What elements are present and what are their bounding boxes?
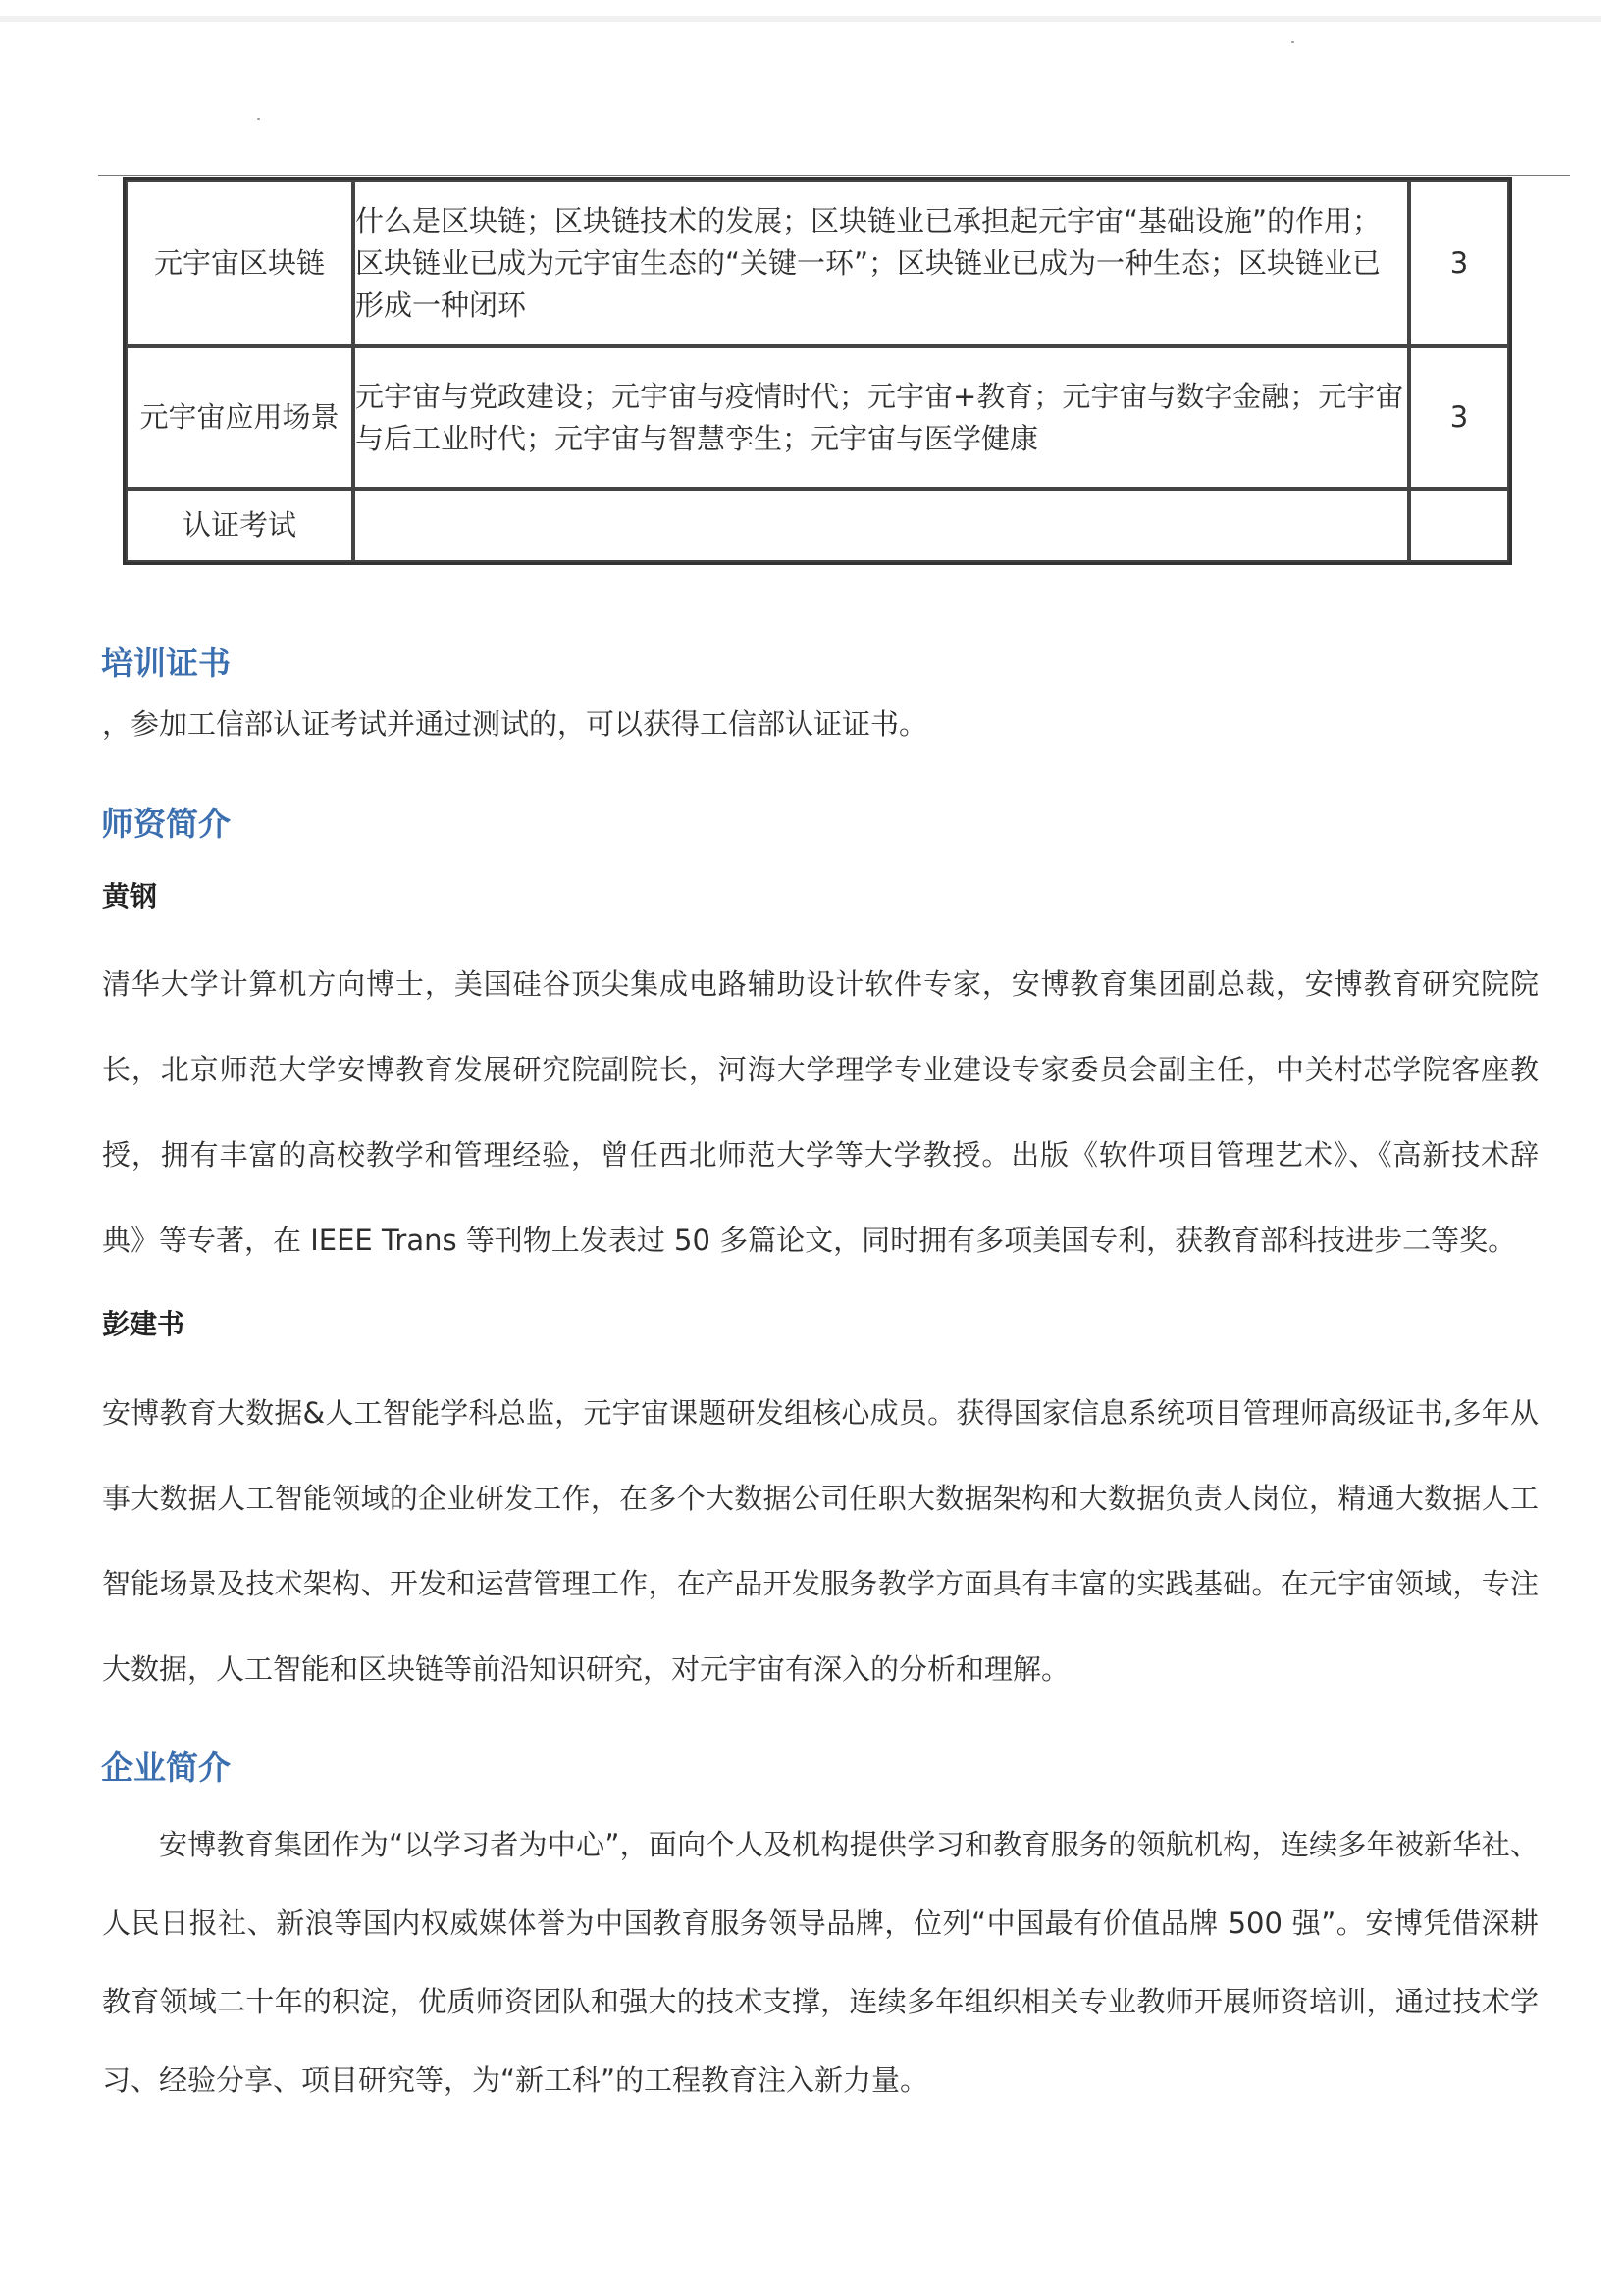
module-hours [1409,489,1509,562]
module-hours: 3 [1409,346,1509,489]
table-row [126,180,1509,346]
module-name: 认证考试 [126,489,353,562]
teacher-bio: 清华大学计算机方向博士，美国硅谷顶尖集成电路辅助设计软件专家，安博教育集团副总裁，安博教育研究院院长，北京师范大学安博教育发展研究院副院长，河海大学理学专业建设专家委员会副主任，中关村芯学院客座教授，拥有丰富的高校教学和管理经验，曾任西北师范大学等大学教授。出版《软件项目管理艺术》、《高新技术辞典》等专著，在 IEEE Trans 等刊物上发表过 50 多篇论文，同时拥有多项美国专利，获教育部科技进步二等奖。 [102,967,1539,1257]
module-name: 元宇宙区块链 [126,180,353,346]
scan-edge [0,16,1601,22]
table-row [126,346,1509,489]
scan-speck [1291,41,1294,43]
table-row [126,489,1509,562]
module-content: 什么是区块链；区块链技术的发展；区块链业已承担起元宇宙“基础设施”的作用；区块链业已成为元宇宙生态的“关键一环”；区块链业已成为一种生态；区块链业已形成一种闭环 [353,180,1409,346]
module-name: 元宇宙应用场景 [126,346,353,489]
company-text: 安博教育集团作为“以学习者为中心”，面向个人及机构提供学习和教育服务的领航机构，连续多年被新华社、人民日报社、新浪等国内权威媒体誉为中国教育服务领导品牌，位列“中国最有价值品牌 500 强”。安博凭借深耕教育领域二十年的积淀，优质师资团队和强大的技术支撑，连续多年组织相关专业教师开展师资培训，通过技术学习、经验分享、项目研究等，为“新工科”的工程教育注入新力量。 [102,1828,1539,2097]
faculty-heading: 师资简介 [101,805,231,843]
teacher-name: 彭建书 [102,1308,185,1340]
module-hours: 3 [1409,180,1509,346]
certificate-text: ，参加工信部认证考试并通过测试的，可以获得工信部认证证书。 [102,707,928,741]
course-table [123,177,1512,565]
teacher-bio: 安博教育大数据&人工智能学科总监，元宇宙课题研发组核心成员。获得国家信息系统项目管理师高级证书,多年从事大数据人工智能领域的企业研发工作，在多个大数据公司任职大数据架构和大数据负责人岗位，精通大数据人工智能场景及技术架构、开发和运营管理工作，在产品开发服务教学方面具有丰富的实践基础。在元宇宙领域，专注大数据，人工智能和区块链等前沿知识研究，对元宇宙有深入的分析和理解。 [102,1396,1539,1686]
module-content: 元宇宙与党政建设；元宇宙与疫情时代；元宇宙+教育；元宇宙与数字金融；元宇宙与后工业时代；元宇宙与智慧孪生；元宇宙与医学健康 [353,346,1409,489]
scan-speck [257,118,260,120]
page-rule [98,175,1570,176]
teacher-name: 黄钢 [102,880,158,913]
company-heading: 企业简介 [101,1748,231,1787]
module-content [353,489,1409,562]
certificate-heading: 培训证书 [101,644,231,682]
